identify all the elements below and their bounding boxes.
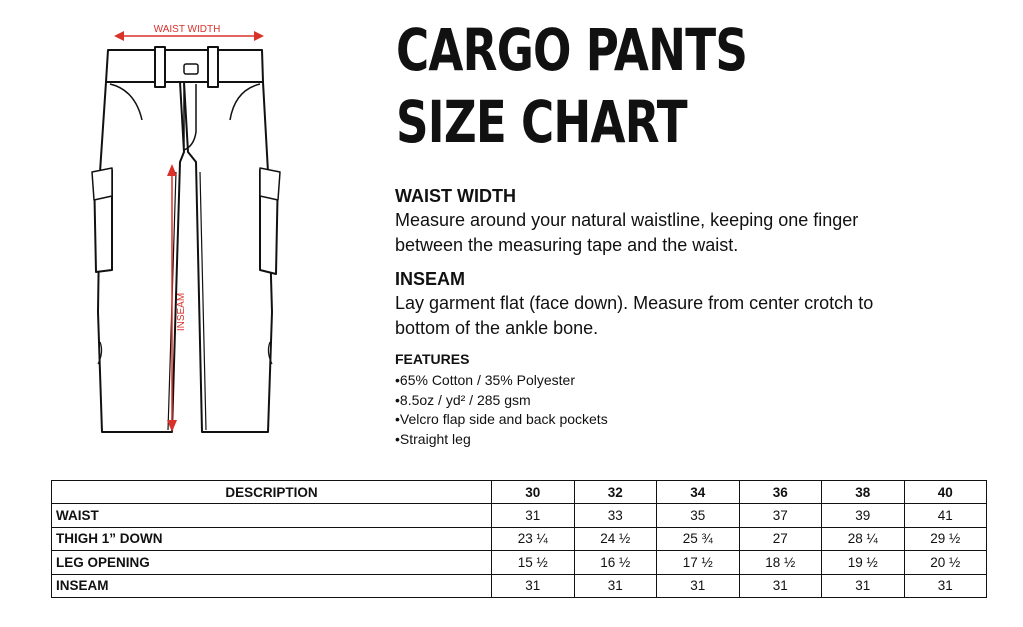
- table-row-leg-opening: [52, 551, 987, 574]
- row-label: THIGH 1” DOWN: [52, 527, 492, 550]
- column-header-size: 36: [739, 481, 822, 504]
- table-cell: 41: [904, 504, 987, 527]
- inseam-description: Lay garment flat (face down). Measure from center crotch to bottom of the ankle bone.: [395, 293, 874, 338]
- waist-width-heading: WAIST WIDTH: [395, 186, 516, 206]
- page-title-line-2: SIZE CHART: [396, 88, 687, 156]
- column-header-size: 30: [492, 481, 575, 504]
- pants-outline: [92, 47, 280, 432]
- table-cell: 31: [822, 574, 905, 597]
- page-title-line-1: CARGO PANTS: [396, 16, 748, 84]
- waist-width-description: Measure around your natural waistline, keeping one finger between the measuring tape and the waist.: [395, 210, 859, 255]
- table-cell: 28 ¼: [822, 527, 905, 550]
- cargo-pants-illustration: [80, 12, 300, 442]
- table-cell: 31: [492, 504, 575, 527]
- table-cell: 15 ½: [492, 551, 575, 574]
- table-cell: 29 ½: [904, 527, 987, 550]
- table-row-thigh: [52, 527, 987, 550]
- feature-item: • Straight leg: [395, 430, 608, 450]
- table-cell: 24 ½: [574, 527, 657, 550]
- feature-item: • 8.5oz / yd² / 285 gsm: [395, 391, 608, 411]
- column-header-size: 40: [904, 481, 987, 504]
- table-cell: 25 ¾: [657, 527, 740, 550]
- table-cell: 20 ½: [904, 551, 987, 574]
- table-row-inseam: [52, 574, 987, 597]
- features-heading: FEATURES: [395, 351, 470, 367]
- table-cell: 37: [739, 504, 822, 527]
- inseam-label: INSEAM: [176, 292, 187, 332]
- waist-width-label: WAIST WIDTH: [153, 24, 221, 35]
- row-label: INSEAM: [52, 574, 492, 597]
- table-cell: 33: [574, 504, 657, 527]
- table-cell: 18 ½: [739, 551, 822, 574]
- table-cell: 16 ½: [574, 551, 657, 574]
- table-cell: 31: [657, 574, 740, 597]
- column-header-description: DESCRIPTION: [52, 481, 492, 504]
- table-cell: 35: [657, 504, 740, 527]
- table-cell: 19 ½: [822, 551, 905, 574]
- column-header-size: 32: [574, 481, 657, 504]
- table-cell: 27: [739, 527, 822, 550]
- table-header-row: [52, 481, 987, 504]
- features-list: [395, 371, 608, 449]
- row-label: WAIST: [52, 504, 492, 527]
- row-label: LEG OPENING: [52, 551, 492, 574]
- table-cell: 31: [574, 574, 657, 597]
- table-cell: 31: [492, 574, 575, 597]
- table-row-waist: [52, 504, 987, 527]
- table-cell: 31: [739, 574, 822, 597]
- table-cell: 17 ½: [657, 551, 740, 574]
- feature-item: • 65% Cotton / 35% Polyester: [395, 371, 608, 391]
- size-chart-table: [51, 480, 987, 598]
- column-header-size: 34: [657, 481, 740, 504]
- table-cell: 39: [822, 504, 905, 527]
- column-header-size: 38: [822, 481, 905, 504]
- table-cell: 23 ¼: [492, 527, 575, 550]
- feature-item: • Velcro flap side and back pockets: [395, 410, 608, 430]
- table-cell: 31: [904, 574, 987, 597]
- inseam-heading: INSEAM: [395, 269, 466, 289]
